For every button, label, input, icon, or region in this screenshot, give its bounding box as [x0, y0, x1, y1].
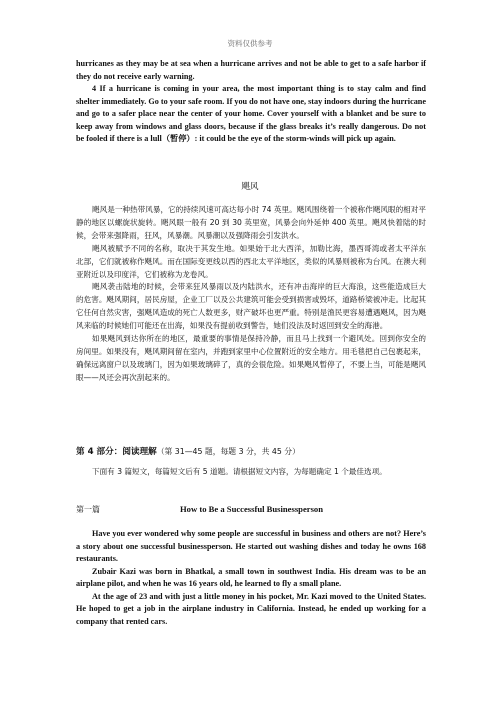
passage-title: How to Be a Successful Businessperson — [180, 504, 324, 514]
chinese-paragraph: 如果飓风到达你所在的地区，最重要的事情是保持冷静，而且马上找到一个避风处。回到你安全的房间里。如果没有，飓风期间留在室内，并跑到家里中心位置附近的安全地方。用毛毯把自己包裹起来，确保远离窗户以及玻璃门，因为如果玻璃碎了，真的会很危险。如果飓风暂停了，不要上当，可能是飓风眼——风还会再次刮起来的。 — [76, 334, 426, 382]
section-title: 第 4 部分：阅读理解 — [76, 447, 157, 457]
english-paragraph: 4 If a hurricane is coming in your area, the most important thing is to stay calm and find shelter immediately. Go to your safe room. If you do not have one, stay indoors during the hurricane and go to a safer place near the center of your home. Cover yourself with a blanket and be sure to keep away from windows and glass doors, because if the glass breaks it’s really dangerous. Do not be fooled if there is a lull（暂停）: it could be the eye of the storm-winds will pick up again. — [76, 84, 426, 143]
passage-body — [76, 528, 426, 628]
passage-paragraph: Zubair Kazi was born in Bhatkal, a small town in southwest India. His dream was to be an airplane pilot, and when he was 16 years old, he learned to fly a small plane. — [76, 566, 426, 588]
english-paragraph: hurricanes as they may be at sea when a hurricane arrives and not be able to get to a safe harbor if they do not receive early warning. — [76, 59, 426, 81]
page-header: 资料仅供参考 — [227, 39, 273, 48]
english-continuation — [76, 58, 426, 146]
passage-paragraph: At the age of 23 and with just a little money in his pocket, Mr. Kazi moved to the United States. He hoped to get a job in the airplane industry in California. Instead, he ended up working for a company that rented cars. — [76, 591, 426, 626]
chinese-paragraph: 飓风被赋予不同的名称，取决于其发生地。如果始于北大西洋，加勒比海，墨西哥湾或者太平洋东北部，它们就被称作飓风。而在国际变更线以西的西北太平洋地区，类似的风暴则被称为台风。在澳大利亚附近以及印度洋，它们被称为龙卷风。 — [76, 243, 426, 279]
passage-paragraph: Have you ever wondered why some people are successful in business and others are not? Here’s a story about one successful businessperson. He started out washing dishes and today he owns 168 restaurants. — [76, 529, 426, 563]
passage-header — [76, 504, 426, 518]
chinese-paragraph: 飓风袭击陆地的时候，会带来狂风暴雨以及内陆洪水，还有冲击海岸的巨大海浪，这些能造成巨大的危害。飓风期间，居民房屋，企业工厂以及公共建筑可能会受到损害或毁坏，道路桥梁被冲走。比起其它任何自然灾害，强飓风造成的死亡人数更多，财产破坏也更严重。特别是渔民更容易遭遇飓风，因为飓风来临的时候她们可能还在出海，如果没有提前收到警告，她们没法及时返回到安全的海港。 — [76, 282, 426, 331]
instruction-block — [76, 466, 426, 479]
section-note: （第 31—45 题，每题 3 分，共 45 分） — [156, 447, 300, 456]
chinese-translation — [76, 204, 426, 385]
instruction-text: 下面有 3 篇短文，每篇短文后有 5 道题。请根据短文内容，为每题确定 1 个最佳选项。 — [92, 467, 387, 476]
section-heading — [76, 445, 426, 457]
chinese-title: 飓风 — [241, 182, 259, 192]
passage-label: 第一篇 — [76, 505, 100, 514]
chinese-paragraph: 飓风是一种热带风暴，它的持续风速可高达每小时 74 英里。飓风围绕着一个被称作飓风眼的相对平静的地区以螺旋状旋转。飓风眼一般有 20 到 30 英里宽，风暴会向外延伸 400 英里。飓风快着陆的时候，会带来强降雨，狂风，风暴潮。风暴潮以及强降雨会引发洪水。 — [76, 205, 426, 240]
